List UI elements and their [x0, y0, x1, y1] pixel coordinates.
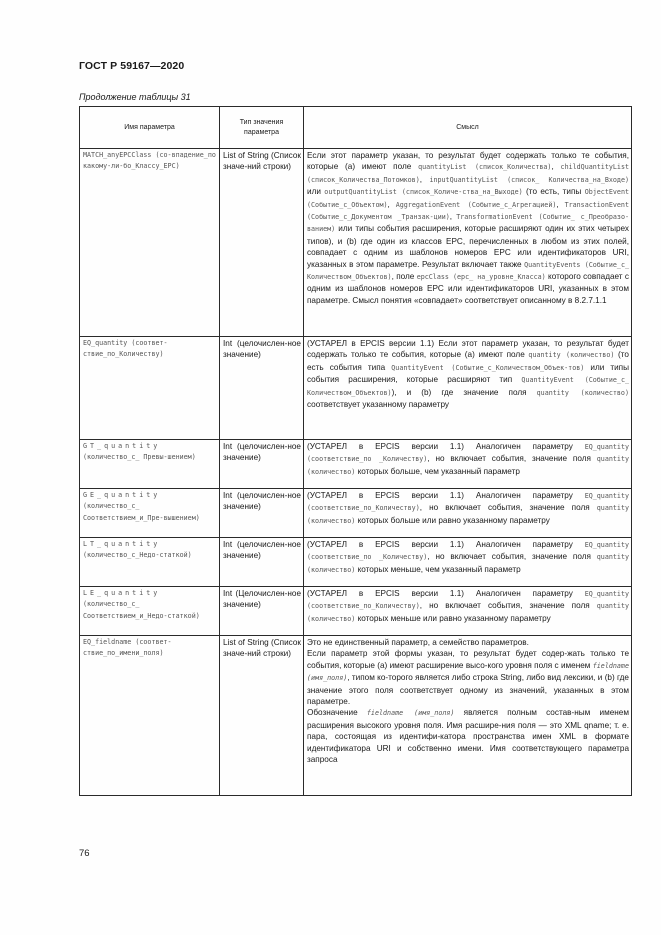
- meaning-code: EQ_quantity (соответствие_по_Количеству): [307, 590, 629, 611]
- meaning-text: которых меньше, чем указанный параметр: [355, 564, 521, 574]
- table-row: [80, 587, 632, 636]
- parameter-meaning-cell: [304, 636, 632, 796]
- meaning-text: (УСТАРЕЛ в EPCIS версии 1.1) Аналогичен параметру: [307, 589, 585, 598]
- meaning-code: quantity (количество): [307, 504, 629, 525]
- meaning-text: (УСТАРЕЛ в EPCIS версии 1.1) Аналогичен параметру: [307, 540, 585, 549]
- meaning-text: которых больше или равно указанному параметру: [355, 515, 550, 525]
- meaning-text: которого совпадает с одним из шаблонов номеров EPC или идентификаторов URI, указанных в этом параметре. Смысл понятия «совпадает» соответствует описанному в 8.2.7.1.1: [307, 272, 629, 305]
- meaning-text: , но включает события, значение поля: [427, 552, 597, 562]
- meaning-text: , но включает события, значение поля: [419, 503, 597, 513]
- page-number: 76: [79, 848, 90, 859]
- meaning-code: quantity (количество): [536, 388, 629, 397]
- table-body: [80, 149, 632, 796]
- parameter-name-cell: EQ_quantity (соответ-ствие_по_Количеству): [80, 337, 220, 440]
- parameter-name-cell: LT_quantity (количество_с_Недо-статкой): [80, 538, 220, 587]
- meaning-text: , типом ко-торого является либо строка String, либо вид лексики, и (b) где значение этого поля соответствует одному из значений, указанных в этом параметре.: [307, 673, 629, 707]
- meaning-text: которых меньше или равно указанному параметру: [355, 613, 551, 623]
- parameters-table: [79, 106, 632, 796]
- parameter-meaning-cell: [304, 149, 632, 337]
- meaning-text: (то есть события типа: [307, 350, 629, 372]
- parameter-type-cell: List of String (Список значе-ний строки): [220, 636, 304, 796]
- meaning-text: (УСТАРЕЛ в EPCIS версии 1.1) Если этот параметр указан, то результат будет содержать только те события, которые (a) имеют поле: [307, 339, 629, 360]
- meaning-text: (УСТАРЕЛ в EPCIS версии 1.1) Аналогичен параметру: [307, 491, 585, 500]
- meaning-code: quantity (количество): [307, 553, 629, 574]
- parameter-name-cell: GE_quantity (количество_с_ Соответствием_и_Пре-вышением): [80, 489, 220, 538]
- parameter-type-cell: Int (целочислен-ное значение): [220, 440, 304, 489]
- meaning-text: Если параметр этой формы указан, то результат будет содер-жать только те события, которые (a) имеют расширение высо-кого уровня поля с именем: [307, 649, 629, 670]
- meaning-text: Это не единственный параметр, а семейство параметров.: [307, 638, 529, 647]
- meaning-code: inputQuantityList (список_ Количества_на_Входе): [429, 175, 629, 184]
- meaning-text: , поле: [391, 272, 417, 282]
- parameter-type-cell: List of String (Список значе-ний строки): [220, 149, 304, 337]
- table-row: [80, 440, 632, 489]
- meaning-text: или типы события расширения, которые расширяют один их этих четырех типов), и (b) где один из классов EPC, перечисленных в любом из этих полей, совпадает с одним из шаблонов номеров EPC или идентификаторов URI, указанных в этом параметре. Результат включает также: [307, 224, 629, 269]
- meaning-code: quantity (количество): [307, 602, 629, 623]
- meaning-text: или типы события расширения, которые расширяют тип: [307, 362, 630, 385]
- meaning-code: quantityList (список_Количества): [418, 163, 552, 172]
- meaning-text: ), и (b) где значение поля: [391, 387, 537, 397]
- meaning-code: fieldname (имя_поля): [366, 709, 455, 718]
- meaning-code: AggregationEvent (Событие_с_Агрегацией): [395, 200, 557, 209]
- meaning-code: outputQuantityList (список_Количе-ства_на_Выходе): [324, 188, 523, 197]
- meaning-code: EQ_quantity (соответствие_по _Количеству): [307, 541, 629, 562]
- meaning-text: соответствует указанному параметру: [307, 400, 450, 410]
- parameter-type-cell: Int (целочислен-ное значение): [220, 538, 304, 587]
- table-row: [80, 636, 632, 796]
- parameter-meaning-cell: [304, 337, 632, 440]
- parameter-name-cell: MATCH_anyEPCClass (со-впадение_по какому-ли-бо_Классу_EPC): [80, 149, 220, 337]
- meaning-code: childQuantityList (список_Количества_Потомков): [307, 163, 629, 184]
- meaning-text: , но включает события, значение поля: [419, 601, 597, 611]
- meaning-code: QuantityEvents (Событие_с_ Количеством_Объектов): [307, 260, 629, 282]
- meaning-text: ,: [419, 174, 430, 184]
- meaning-code: ObjectEvent (Событие_с_Объектом): [307, 188, 629, 209]
- parameter-identifier: LE_quantity: [83, 589, 161, 597]
- parameter-type-cell: Int (Целочислен-ное значение): [220, 587, 304, 636]
- table-row: [80, 489, 632, 538]
- meaning-text: (УСТАРЕЛ в EPCIS версии 1.1) Аналогичен параметру: [307, 442, 585, 451]
- meaning-text: ,: [556, 199, 565, 209]
- parameter-type-cell: Int (целочислен-ное значение): [220, 337, 304, 440]
- parameter-identifier: GT_quantity: [83, 442, 161, 450]
- parameter-identifier: LT_quantity: [83, 540, 161, 548]
- parameter-identifier: GE_quantity: [83, 491, 161, 499]
- table-row: [80, 149, 632, 337]
- meaning-text: или: [307, 187, 325, 197]
- meaning-text: которых больше, чем указанный параметр: [355, 466, 520, 476]
- parameter-meaning-cell: [304, 489, 632, 538]
- meaning-text: , но включает события, значение поля: [427, 454, 597, 464]
- column-header-name: Имя параметра: [80, 107, 220, 149]
- parameter-name-cell: LE_quantity (количество_с_ Соответствием_и_Недо-статкой): [80, 587, 220, 636]
- table-continuation-caption: Продолжение таблицы 31: [79, 92, 191, 102]
- parameter-type-cell: Int (целочислен-ное значение): [220, 489, 304, 538]
- meaning-text: ,: [551, 162, 561, 172]
- meaning-text: ,: [449, 212, 457, 222]
- meaning-text: ,: [387, 199, 396, 209]
- meaning-text: Если этот параметр указан, то результат будет содержать только те события, которые (a) имеют поле: [307, 151, 629, 172]
- meaning-code: fieldname (имя_поля): [307, 661, 629, 683]
- column-header-type: Тип значения параметра: [220, 107, 304, 149]
- meaning-code: quantity (количество): [528, 351, 615, 360]
- parameter-name-cell: EQ_fieldname (соответ-ствие_по_имени_поля): [80, 636, 220, 796]
- meaning-code: epcClass (epc_ на_уровне_Класса): [416, 273, 546, 282]
- parameter-meaning-cell: [304, 440, 632, 489]
- meaning-code: QuantityEvent (Событие_с_ Количеством_Объектов): [307, 376, 630, 397]
- meaning-code: quantity (количество): [307, 455, 629, 476]
- column-header-meaning: Смысл: [304, 107, 632, 149]
- parameter-meaning-cell: [304, 538, 632, 587]
- meaning-code: EQ_quantity (соответствие_по_Количеству): [307, 492, 629, 513]
- meaning-code: TransformationEvent (Событие_ с_Преобразо-ванием): [307, 213, 629, 234]
- table-row: [80, 337, 632, 440]
- parameter-name-cell: GT_quantity (количество_с_ Превы-шением): [80, 440, 220, 489]
- meaning-code: TransactionEvent (Событие_с_Документом _Транзак-ции): [307, 200, 629, 222]
- meaning-text: (то есть, типы: [522, 187, 585, 197]
- meaning-code: QuantityEvent (Событие_с_Количеством_Объек-тов): [391, 363, 585, 372]
- document-header: ГОСТ Р 59167—2020: [79, 60, 185, 72]
- table-row: [80, 538, 632, 587]
- meaning-code: EQ_quantity (соответствие_по _Количеству): [307, 443, 629, 464]
- parameter-meaning-cell: [304, 587, 632, 636]
- meaning-text: является полным состав-ным именем расширения высокого уровня поля. Имя расшире-ния поля — это XML qname; т. е. пара, состоящая из идентифи-катора пространства имен XML в формате идентификатора URI и собственно имени. Имя соответствующего параметра запроса: [307, 708, 629, 765]
- meaning-text: Обозначение: [307, 708, 367, 718]
- table-header-row: [80, 107, 632, 149]
